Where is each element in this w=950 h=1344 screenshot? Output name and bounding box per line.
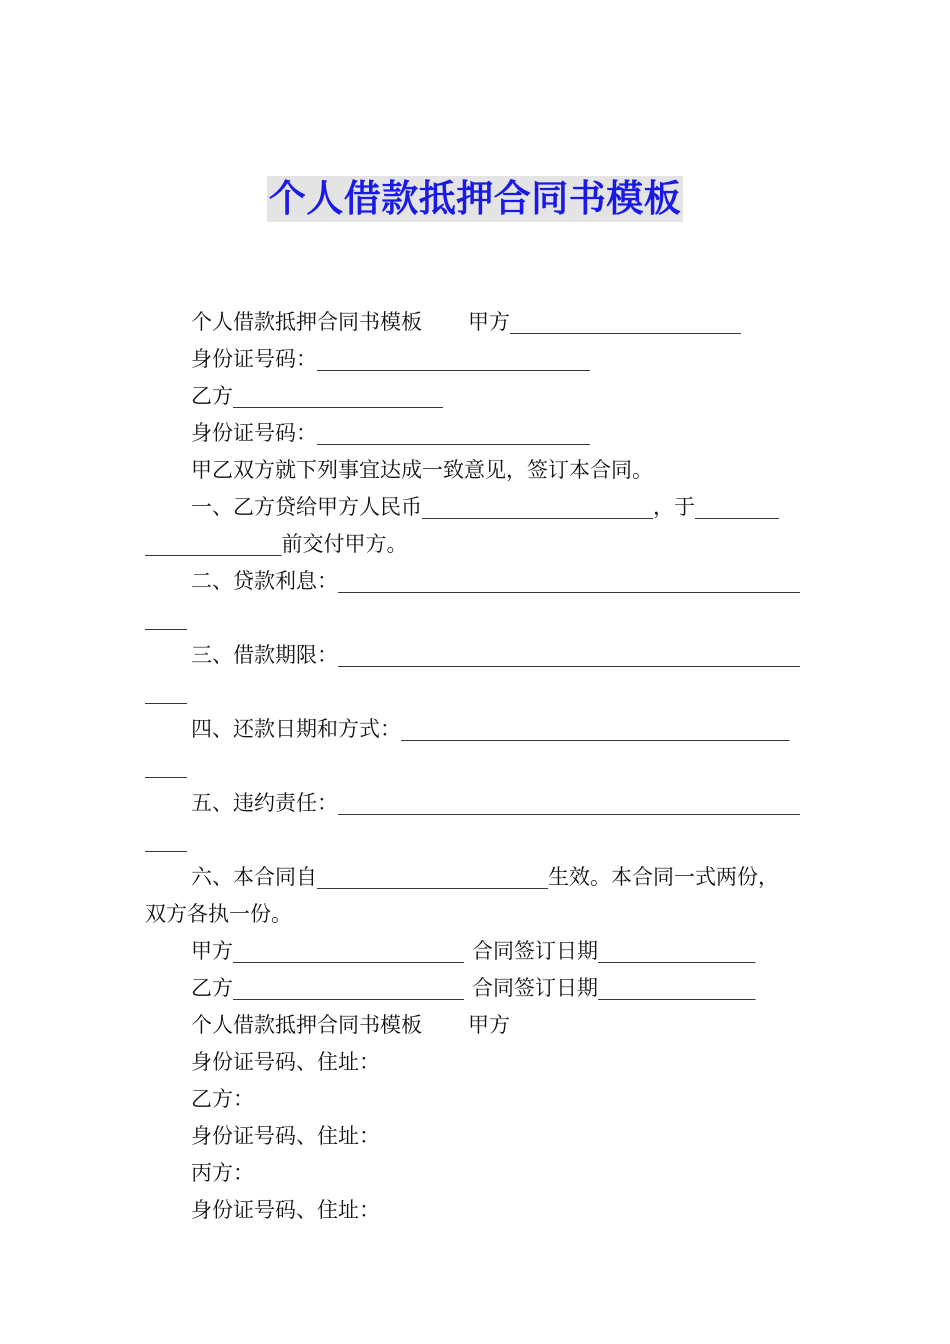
clause-5-tail: ____ [145, 828, 187, 852]
clause-4-label: 四、还款日期和方式： [191, 717, 401, 741]
id-number-blank: __________________________ [317, 347, 590, 371]
clause-1-amount-blank: ______________________ [422, 495, 653, 519]
document-title: 个人借款抵押合同书模板 [268, 177, 682, 220]
line-template-party-a-2 [145, 1007, 807, 1044]
clause-4 [145, 711, 807, 748]
clause-5-label: 五、违约责任： [191, 791, 338, 815]
line-id-address-2: 身份证号码、住址： [191, 1124, 380, 1148]
clause-2-tail: ____ [145, 606, 187, 630]
sign-b-date-blank: _______________ [598, 976, 756, 1000]
template-name: 个人借款抵押合同书模板 [191, 310, 422, 334]
clause-6-cont: 双方各执一份。 [145, 902, 292, 926]
line-agreement-intro: 甲乙双方就下列事宜达成一致意见，签订本合同。 [191, 458, 653, 482]
clause-6-blank: ______________________ [317, 865, 548, 889]
party-a-label: 甲方 [468, 310, 510, 334]
line-id-number-b [145, 415, 807, 452]
clause-1 [145, 489, 807, 526]
sign-a-blank: ______________________ [233, 939, 464, 963]
template-name-2: 个人借款抵押合同书模板 [191, 1013, 422, 1037]
party-a-label-2: 甲方 [468, 1013, 510, 1037]
clause-2-label: 二、贷款利息： [191, 569, 338, 593]
line-template-party-a [145, 304, 807, 341]
line-party-b-2: 乙方： [191, 1087, 254, 1111]
party-b-blank: ____________________ [233, 384, 443, 408]
id-number-label: 身份证号码： [191, 421, 317, 445]
clause-2 [145, 563, 807, 600]
clause-3-label: 三、借款期限： [191, 643, 338, 667]
sign-a-date-label: 合同签订日期 [472, 939, 598, 963]
clause-4-tail: ____ [145, 754, 187, 778]
title-wrap [0, 176, 950, 222]
sign-b-blank: ______________________ [233, 976, 464, 1000]
clause-1-text: 一、乙方贷给甲方人民币 [191, 495, 422, 519]
line-id-address-1: 身份证号码、住址： [191, 1050, 380, 1074]
clause-1-cont [145, 526, 807, 563]
line-id-address-3: 身份证号码、住址： [191, 1198, 380, 1222]
signature-party-b [145, 970, 807, 1007]
party-a-blank: ______________________ [510, 310, 741, 334]
clause-1-text-c: 前交付甲方。 [281, 532, 408, 556]
clause-6-text-b: 生效。本合同一式两份， [548, 865, 779, 889]
clause-3 [145, 637, 807, 674]
sign-a-label: 甲方 [191, 939, 233, 963]
clause-1-date-blank: ________ [695, 495, 779, 519]
clause-5-blank: ____________________________________________ [338, 791, 800, 815]
party-b-label: 乙方 [191, 384, 233, 408]
line-id-number-a [145, 341, 807, 378]
id-number-label: 身份证号码： [191, 347, 317, 371]
clause-6 [145, 859, 807, 896]
clause-3-blank: ____________________________________________ [338, 643, 800, 667]
clause-5 [145, 785, 807, 822]
clause-1-date-blank-cont: _____________ [145, 532, 282, 556]
clause-1-text-b: ，于 [653, 495, 695, 519]
clause-2-blank: ____________________________________________ [338, 569, 800, 593]
document-body [145, 304, 807, 1229]
signature-party-a [145, 933, 807, 970]
id-number-blank: __________________________ [317, 421, 590, 445]
sign-a-date-blank: _______________ [598, 939, 756, 963]
clause-3-tail: ____ [145, 680, 187, 704]
line-party-b [145, 378, 807, 415]
line-party-c: 丙方： [191, 1161, 254, 1185]
sign-b-label: 乙方 [191, 976, 233, 1000]
clause-6-text: 六、本合同自 [191, 865, 317, 889]
clause-4-blank: _____________________________________ [401, 717, 790, 741]
sign-b-date-label: 合同签订日期 [472, 976, 598, 1000]
